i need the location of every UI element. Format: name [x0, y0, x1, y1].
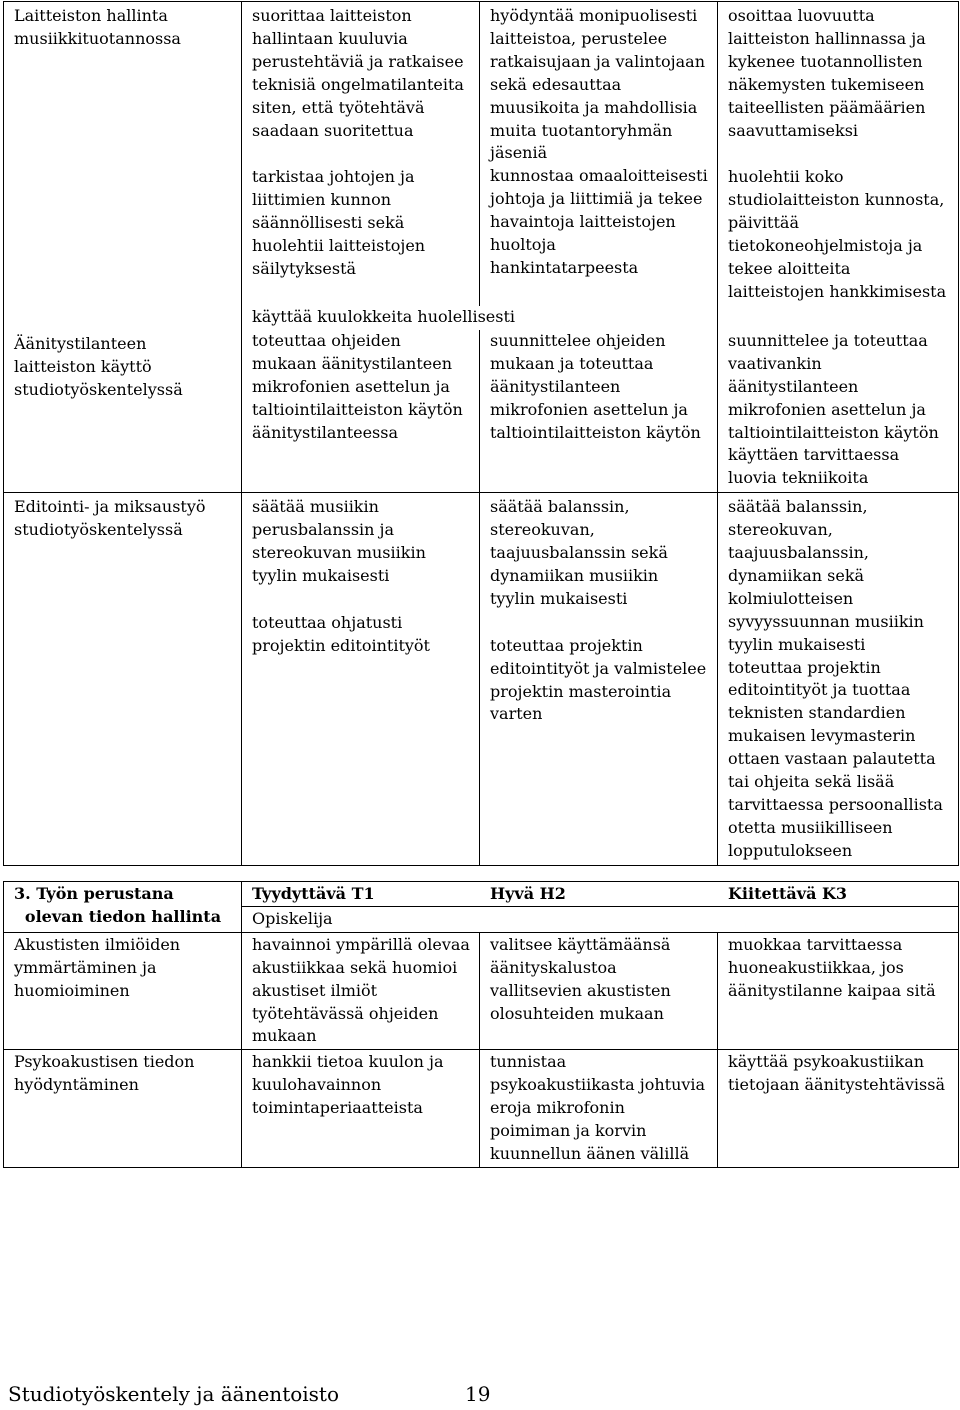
area-cell — [4, 306, 242, 330]
grade-header-cell — [242, 882, 959, 933]
area-cell — [4, 493, 242, 866]
criterion-text: säätää balanssin, stereokuvan, taajuusbalanssin, dynamiikan sekä kolmiulotteisen syvyyssuunnan musiikin tyylin mukaisesti — [728, 497, 924, 654]
grade-k3-header: Kiitettävä K3 — [728, 884, 848, 903]
criterion-text: hankkii tietoa kuulon ja kuulohavainnon toimintaperiaatteista — [252, 1052, 444, 1118]
area-cell — [4, 1050, 242, 1168]
h2-cell — [480, 493, 718, 866]
criterion-text: käyttää psykoakustiikan tietojaan äänitystehtävissä — [728, 1052, 945, 1095]
criterion-text: suorittaa laitteiston hallintaan kuuluvia perustehtäviä ja ratkaisee teknisiä ongelmatilanteita siten, että työtehtävä saadaan suoritettua — [252, 6, 464, 140]
grade-t1-header: Tyydyttävä T1 — [252, 884, 375, 903]
k3-cell — [718, 2, 959, 306]
subheader-student: Opiskelija — [252, 908, 333, 928]
area-label: Laitteiston hallinta musiikkituotannossa — [14, 6, 181, 48]
t1-cell — [242, 2, 480, 306]
criteria-table-1 — [3, 1, 959, 866]
criterion-text: valitsee käyttämäänsä äänityskalustoa vallitsevien akustisten olosuhteiden mukaan — [490, 934, 671, 1023]
criterion-text: hyödyntää monipuolisesti laitteistoa, perustelee ratkaisujaan ja valintojaan sekä edesauttaa muusikoita ja mahdollisia muita tuotantoryhmän jäseniä — [490, 6, 706, 163]
section-heading-line: 3. Työn perustana — [14, 884, 174, 903]
k3-cell — [718, 306, 959, 330]
area-label: Akustisten ilmiöiden ymmärtäminen ja huomioiminen — [14, 934, 181, 1000]
area-cell — [4, 932, 242, 1050]
k3-cell — [718, 330, 959, 493]
criterion-text: osoittaa luovuutta laitteiston hallinnassa ja kykenee tuotannollisten näkemysten tukemiseen taiteellisten päämäärien saavuttamiseksi — [728, 6, 926, 140]
area-label: Psykoakustisen tiedon hyödyntäminen — [14, 1052, 195, 1095]
k3-cell — [718, 493, 959, 866]
k3-cell — [718, 932, 959, 1050]
h2-cell — [480, 2, 718, 306]
t1-cell — [242, 1050, 480, 1168]
criterion-text: toteuttaa projektin editointityöt ja valmistelee projektin masterointia varten — [490, 635, 707, 724]
h2-cell — [480, 330, 718, 493]
criterion-text: toteuttaa ohjeiden mukaan äänitystilanteen mikrofonien asettelun ja taltiointilaitteiston käytön äänitystilanteessa — [252, 330, 463, 442]
criterion-text: toteuttaa projektin editointityöt ja tuottaa teknisten standardien mukaisen levymasterin ottaen vastaan palautetta tai ohjeita sekä lisää tarvittaessa persoonallista otetta musiikilliseen lopputulokseen — [728, 657, 943, 860]
criterion-text: havainnoi ympärillä olevaa akustiikkaa sekä huomioi akustiset ilmiöt työtehtävässä ohjeiden mukaan — [252, 934, 470, 1046]
area-cell — [4, 2, 242, 306]
criteria-table-2 — [3, 881, 959, 1168]
criterion-text: säätää musiikin perusbalanssin ja stereokuvan musiikin tyylin mukaisesti — [252, 497, 426, 585]
area-cell — [4, 330, 242, 493]
area-label: Editointi- ja miksaustyö studiotyöskentelyssä — [14, 497, 206, 540]
k3-cell — [718, 1050, 959, 1168]
t1-cell — [242, 493, 480, 866]
criterion-text: suunnittelee ohjeiden mukaan ja toteuttaa äänitystilanteen mikrofonien asettelun ja taltiointilaitteiston käytön — [490, 330, 701, 442]
criterion-text: säätää balanssin, stereokuvan, taajuusbalanssin sekä dynamiikan musiikin tyylin mukaisesti — [490, 497, 668, 608]
area-label: Äänitystilanteen laitteiston käyttö studiotyöskentelyssä — [14, 333, 183, 399]
criterion-text: muokkaa tarvittaessa huoneakustiikkaa, jos äänitystilanne kaipaa sitä — [728, 934, 936, 1000]
h2-cell — [480, 932, 718, 1050]
t1-cell — [242, 932, 480, 1050]
grade-h2-header: Hyvä H2 — [490, 884, 566, 903]
criterion-text: tarkistaa johtojen ja liittimien kunnon säännöllisesti sekä huolehtii laitteistojen säilytyksestä — [252, 167, 426, 279]
criterion-text: huolehtii koko studiolaitteiston kunnosta, päivittää tietokoneohjelmistoja ja tekee aloitteita laitteistojen hankkimisesta — [728, 167, 947, 301]
shared-criterion: käyttää kuulokkeita huolellisesti — [252, 306, 515, 326]
section-heading — [4, 882, 242, 933]
criterion-text: suunnittelee ja toteuttaa vaativankin äänitystilanteen mikrofonien asettelun ja taltiointilaitteiston käytön käyttäen tarvittaessa luovia tekniikoita — [728, 330, 939, 488]
criterion-text: kunnostaa omaaloitteisesti johtoja ja liittimiä ja tekee havaintoja laitteistojen huoltoja hankintatarpeesta — [490, 166, 708, 277]
h2-cell — [480, 1050, 718, 1168]
footer-title: Studiotyöskentely ja äänentoisto — [8, 1382, 340, 1406]
span-cell — [242, 306, 718, 330]
criterion-text: tunnistaa psykoakustiikasta johtuvia eroja mikrofonin poimiman ja korvin kuunnellun äänen välillä — [490, 1052, 706, 1163]
section-heading-line: olevan tiedon hallinta — [24, 906, 222, 926]
criterion-text: toteuttaa ohjatusti projektin editointityöt — [252, 612, 430, 655]
t1-cell — [242, 330, 480, 493]
page-number: 19 — [465, 1382, 491, 1406]
